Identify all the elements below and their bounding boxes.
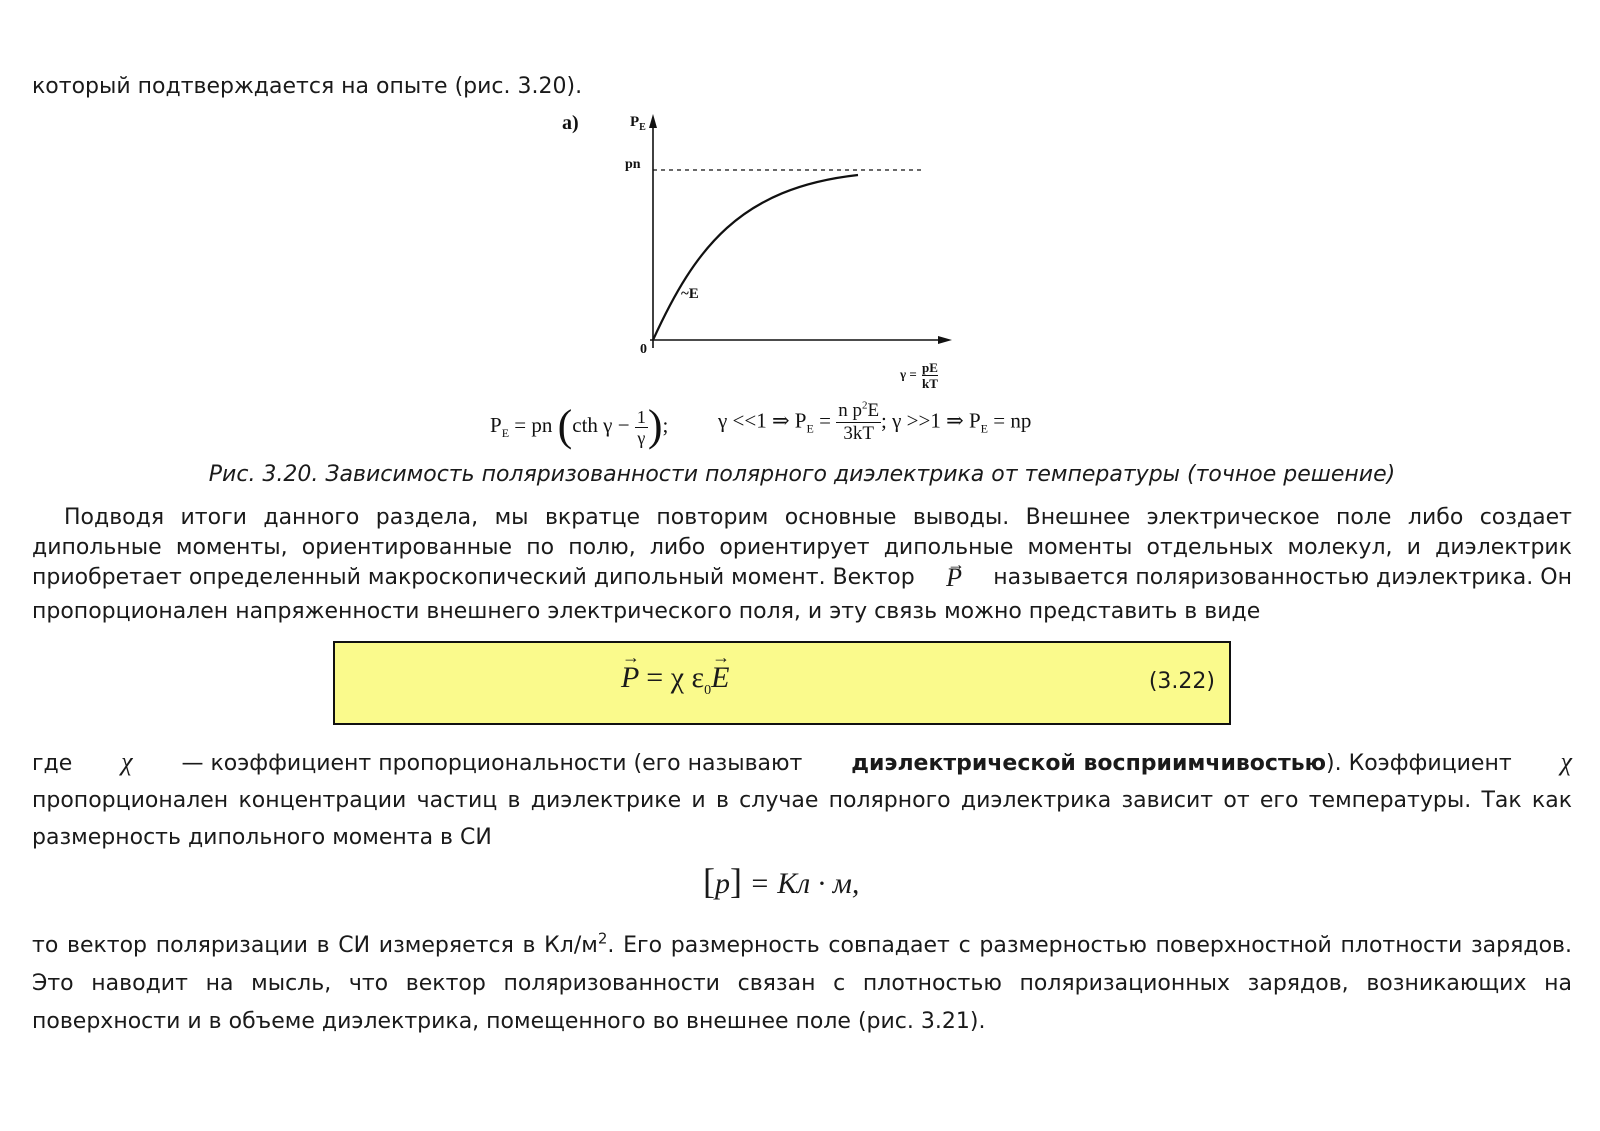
summary-line-1: Подводя итоги данного раздела, мы вкратце повторим основные выводы. Внешнее электрическое поле либо создает — [64, 505, 1572, 530]
x-axis-arrow-icon — [938, 336, 952, 344]
susceptibility-paragraph — [32, 743, 1572, 856]
chi-symbol-2: χ — [1560, 747, 1572, 776]
formula-limits: γ <<1 ⇒ $P_E$ = $\frac{n p^2E}{3kT}$ ; γ >>1 ⇒ $P_E$ = np — [718, 399, 1032, 444]
polarization-curve — [653, 175, 858, 340]
chi-symbol: χ — [121, 747, 133, 776]
summary-line-3: приобретает определенный макроскопический дипольный момент. Вектор → P называется поляризованностью диэлектрика. Он — [32, 563, 1572, 593]
dipole-dimension-formula: [p] = Кл · м, — [703, 861, 860, 901]
curve-label: ~E — [681, 286, 699, 302]
figure-3-20 — [480, 108, 1100, 453]
equation-formula: → P = χ $\varepsilon_0\to E$ — [621, 661, 729, 699]
figure-caption: Рис. 3.20. Зависимость поляризованности полярного диэлектрика от температуры (точное решение) — [208, 462, 1396, 487]
susceptibility-line-1: где χ — коэффициент пропорциональности (его называют диэлектрической восприимчивостью). Коэффициент χ — [32, 743, 1572, 782]
summary-line-4: пропорционален напряженности внешнего электрического поля, и эту связь можно представить в виде — [32, 599, 1261, 624]
y-axis-arrow-icon — [649, 114, 657, 128]
units-line-1: то вектор поляризации в СИ измеряется в $Кл/м^2$. Его размерность совпадает с размерностью поверхностной плотности зарядов. — [32, 929, 1572, 958]
equation-3-22-box — [333, 641, 1231, 725]
polarization-units-paragraph — [32, 927, 1572, 1041]
vector-p-symbol: → P — [946, 563, 962, 593]
intro-paragraph: который подтверждается на опыте (рис. 3.20). — [32, 74, 583, 99]
units-line-3: поверхности и в объеме диэлектрика, помещенного во внешнее поле (рис. 3.21). — [32, 1009, 986, 1034]
summary-paragraph — [32, 503, 1572, 627]
susceptibility-line-3: размерность дипольного момента в СИ — [32, 825, 492, 850]
equation-number: (3.22) — [1148, 669, 1215, 694]
y-axis-label: $P_E$ — [630, 114, 646, 133]
bold-term: диэлектрической восприимчивостью — [851, 751, 1326, 776]
asymptote-label: pn — [625, 157, 641, 172]
summary-line-2: дипольные моменты, ориентированные по полю, либо ориентирует дипольные моменты отдельных молекул, и диэлектрик — [32, 535, 1572, 560]
panel-label: а) — [562, 112, 579, 134]
susceptibility-line-2: пропорционален концентрации частиц в диэлектрике и в случае полярного диэлектрика зависит от его температуры. Так как — [32, 788, 1572, 813]
origin-label: 0 — [640, 342, 647, 357]
formula-exact: $P_E$ = pn (cth γ − $\frac{1}{\gamma}$ ); — [490, 401, 669, 450]
x-axis-label: γ = $\frac{pE}{kT}$ — [900, 360, 938, 391]
units-line-2: Это наводит на мысль, что вектор поляризованности связан с плотностью поляризационных зарядов, возникающих на — [32, 971, 1572, 996]
